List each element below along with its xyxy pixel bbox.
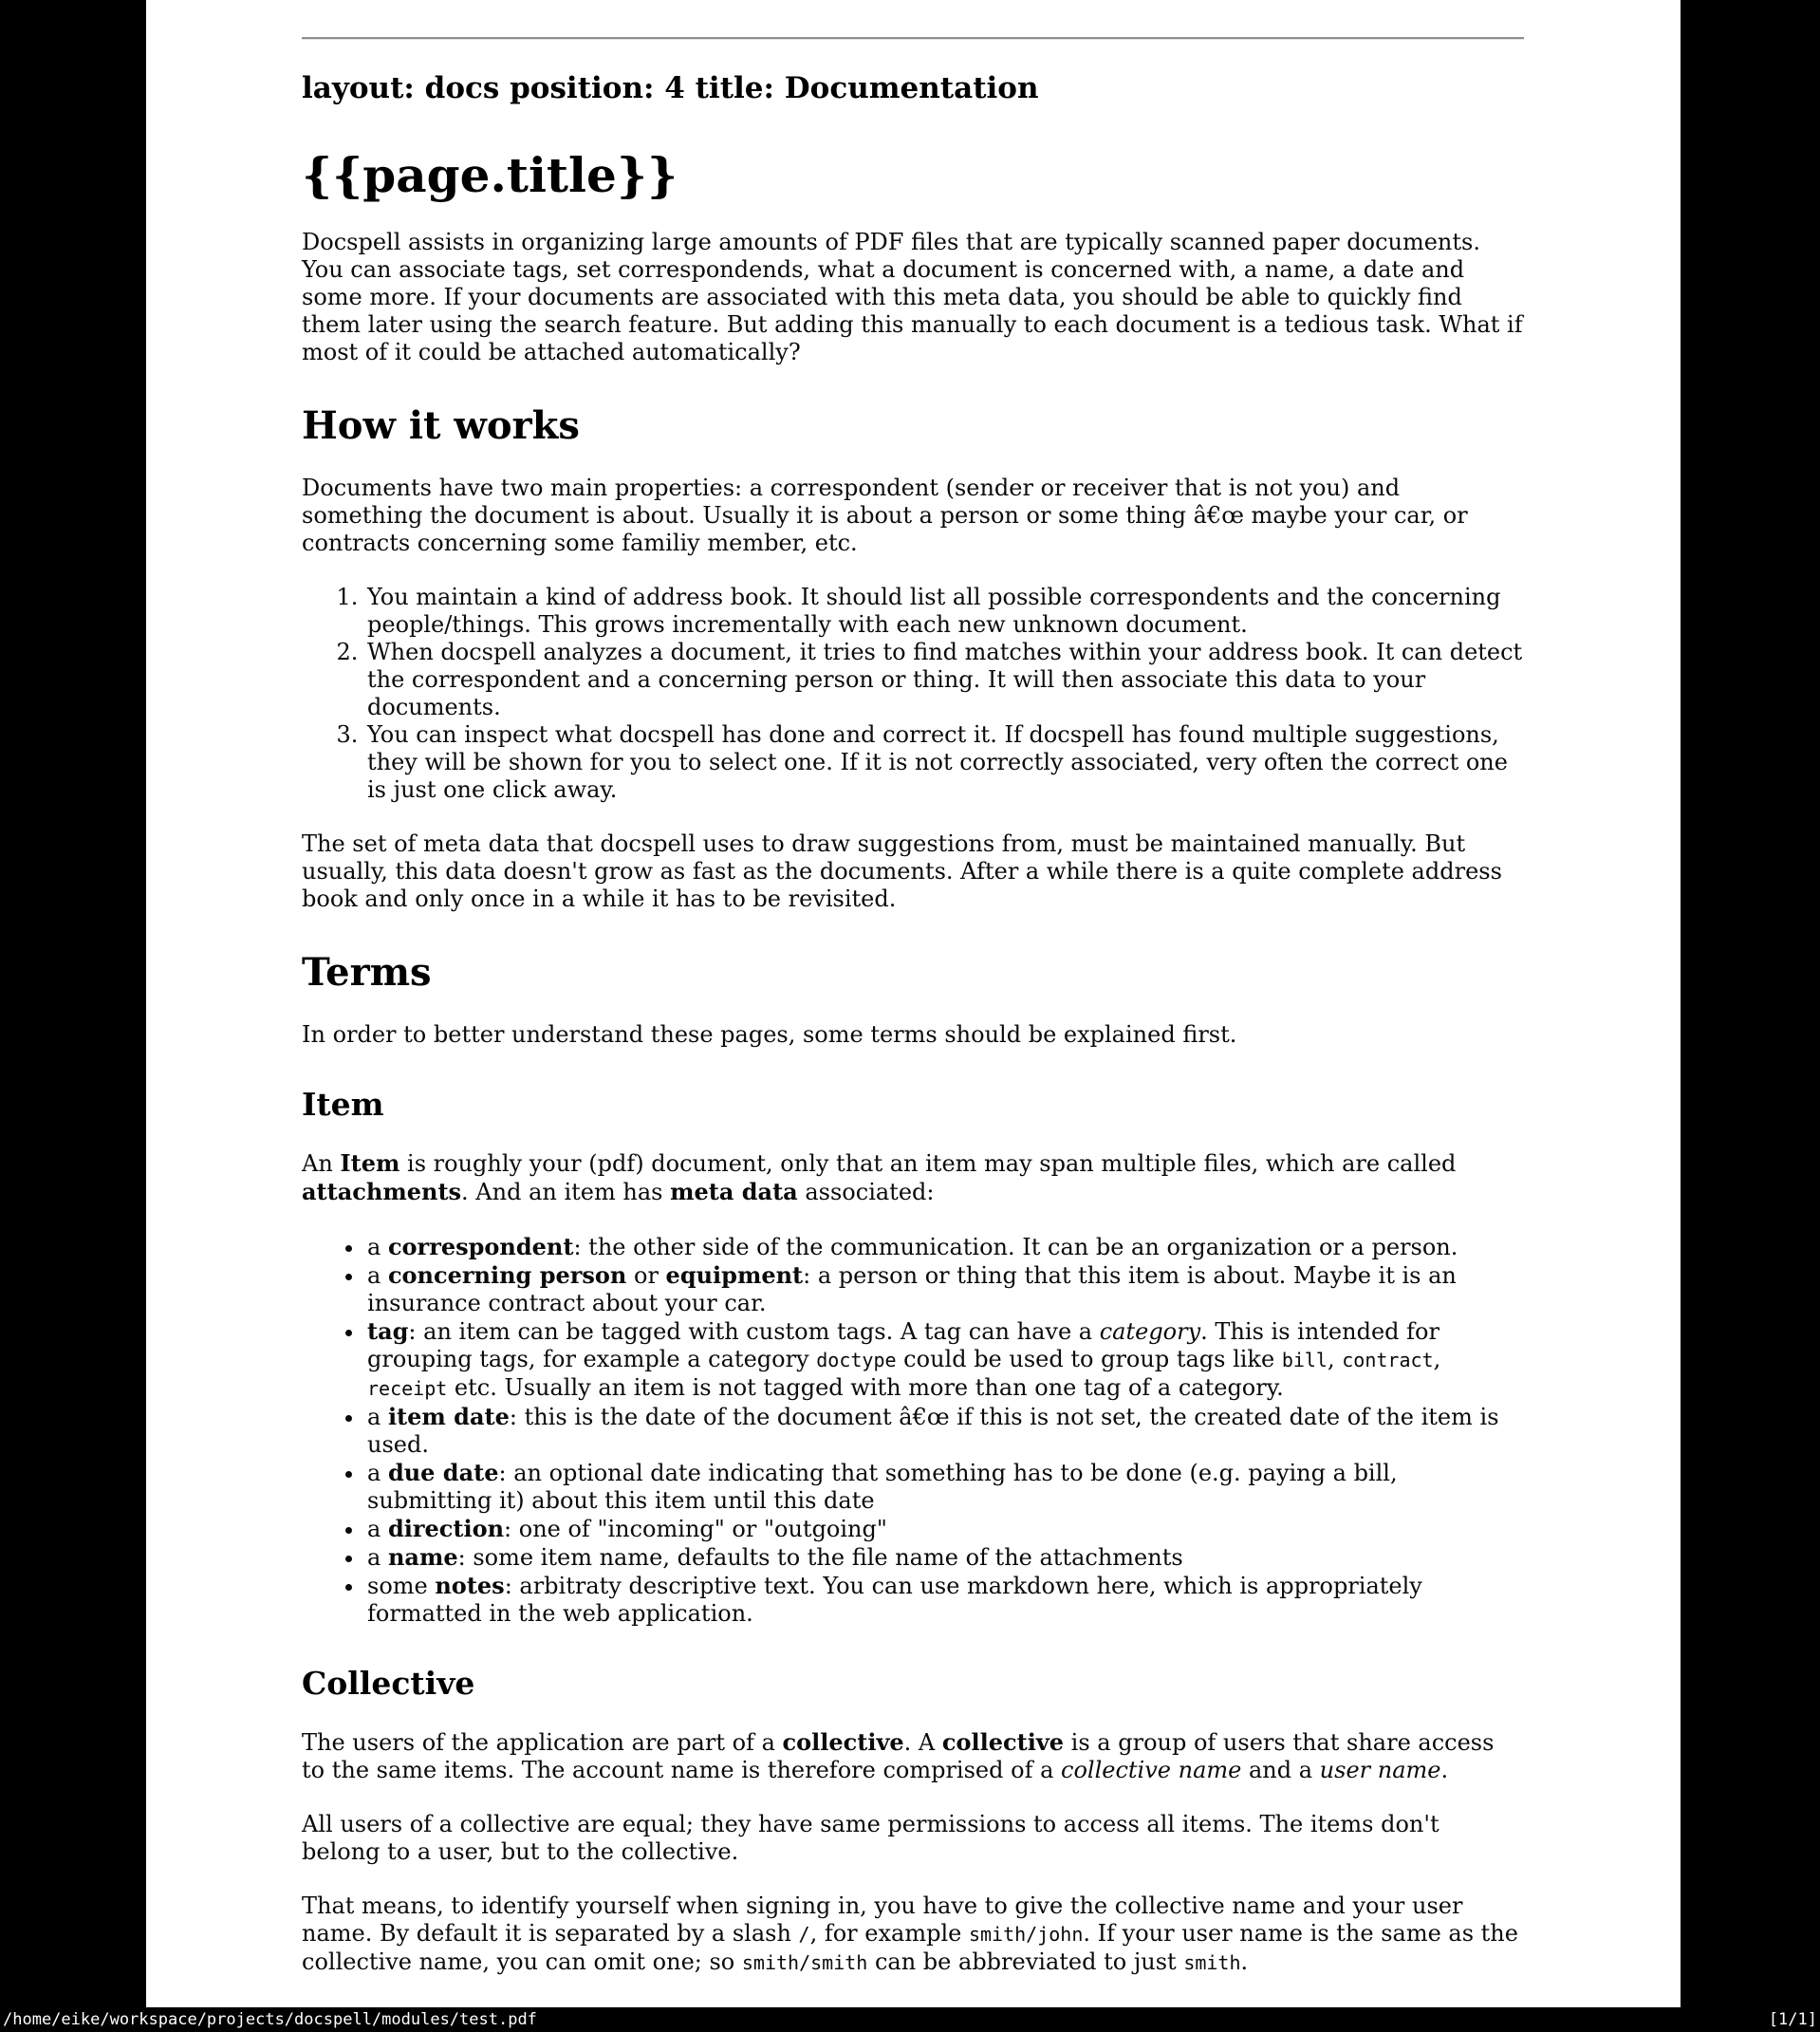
inline-code: bill xyxy=(1281,1349,1328,1372)
inline-code: smith/john xyxy=(968,1923,1084,1947)
text-run: The users of the application are part of a xyxy=(302,1729,783,1757)
list-item xyxy=(365,1403,1524,1459)
text-run: layout: docs position: 4 title: Documentation xyxy=(302,71,1039,105)
text-run: a xyxy=(367,1460,388,1487)
text-run: : the other side of the communication. It can be an organization or a person. xyxy=(573,1234,1458,1261)
text-run: : an item can be tagged with custom tags. A tag can have a xyxy=(408,1318,1100,1346)
text-run: or xyxy=(626,1262,666,1290)
frontmatter-heading xyxy=(302,72,1524,106)
bold-text: item date xyxy=(387,1403,510,1431)
text-run: could be used to group tags like xyxy=(896,1346,1282,1373)
text-run: can be abbreviated to just xyxy=(867,1948,1184,1976)
text-run: {{page.title}} xyxy=(302,146,678,203)
text-run: . xyxy=(1440,1757,1449,1784)
item-meta-data-list xyxy=(302,1233,1524,1628)
text-run: An xyxy=(302,1150,341,1178)
collective-paragraph-1 xyxy=(302,1728,1524,1784)
page-content xyxy=(302,0,1524,1977)
text-run: In order to better understand these pages, some terms should be explained first. xyxy=(302,1021,1237,1049)
bold-text: meta data xyxy=(670,1178,798,1206)
text-run: is a group of users that share access to the same items. The account name is therefore comprised of a xyxy=(302,1729,1495,1784)
list-item xyxy=(365,721,1524,804)
intro-paragraph xyxy=(302,229,1524,366)
text-run: : an optional date indicating that something has to be done (e.g. paying a bill, submitting it) about this item until this date xyxy=(367,1460,1398,1515)
italic-text: category xyxy=(1099,1318,1201,1346)
text-run: How it works xyxy=(302,403,580,449)
text-run: : arbitraty descriptive text. You can use markdown here, which is appropriately formatted in the web application. xyxy=(367,1573,1422,1628)
inline-code: doctype xyxy=(816,1349,897,1372)
text-run: When docspell analyzes a document, it tries to find matches within your address book. It can detect the correspondent and a concerning person or thing. It will then associate this data to your documents. xyxy=(367,639,1523,721)
pdf-page[interactable] xyxy=(146,0,1681,2007)
list-item xyxy=(365,1317,1524,1403)
text-run: , xyxy=(1433,1346,1441,1373)
how-it-works-steps xyxy=(302,584,1524,804)
inline-code: / xyxy=(798,1923,810,1947)
meta-data-paragraph xyxy=(302,830,1524,913)
italic-text: user name xyxy=(1319,1757,1441,1784)
text-run: a xyxy=(367,1234,388,1261)
collective-paragraph-3 xyxy=(302,1892,1524,1977)
list-item xyxy=(365,1543,1524,1572)
text-run: etc. Usually an item is not tagged with more than one tag of a category. xyxy=(447,1374,1284,1402)
list-item xyxy=(365,1233,1524,1261)
section-heading-terms xyxy=(302,951,1524,995)
bold-text: tag xyxy=(367,1317,409,1346)
text-run: Documents have two main properties: a correspondent (sender or receiver that is not you) and something the document is about. Usually it is about a person or some thing â€œ maybe your car, or contracts concerning some familiy member, etc. xyxy=(302,475,1468,557)
list-item xyxy=(365,1515,1524,1543)
collective-paragraph-2 xyxy=(302,1811,1524,1866)
text-run: Item xyxy=(302,1086,384,1124)
text-run: some xyxy=(367,1573,436,1600)
how-it-works-paragraph xyxy=(302,475,1524,557)
text-run: is roughly your (pdf) document, only that an item may span multiple files, which are called xyxy=(399,1150,1457,1178)
text-run: and a xyxy=(1241,1757,1320,1784)
text-run: : one of "incoming" or "outgoing" xyxy=(504,1516,887,1543)
text-run: a xyxy=(367,1544,388,1572)
list-item xyxy=(365,639,1524,721)
italic-text: collective name xyxy=(1061,1757,1242,1784)
text-run: associated: xyxy=(797,1179,935,1206)
inline-code: receipt xyxy=(367,1377,448,1401)
bold-text: notes xyxy=(435,1572,505,1600)
text-run: . And an item has xyxy=(461,1179,671,1206)
bold-text: name xyxy=(387,1543,458,1572)
inline-code: smith xyxy=(1183,1951,1241,1975)
inline-code: contract xyxy=(1342,1349,1434,1372)
text-run: Docspell assists in organizing large amounts of PDF files that are typically scanned paper documents. You can associate tags, set correspondends, what a document is concerned with, a name, a date and some more. If your documents are associated with this meta data, you should be able to quickly find them later using the search feature. But adding this manually to each document is a tedious task. What if most of it could be attached automatically? xyxy=(302,229,1523,366)
section-heading-how-it-works xyxy=(302,404,1524,448)
text-run: : a person or thing that this item is about. Maybe it is an insurance contract about your car. xyxy=(367,1262,1457,1317)
text-run: a xyxy=(367,1516,388,1543)
text-run: Collective xyxy=(302,1665,475,1703)
bold-text: collective xyxy=(941,1728,1065,1757)
subsection-heading-item xyxy=(302,1087,1524,1123)
text-run: . xyxy=(1240,1948,1249,1976)
bold-text: direction xyxy=(387,1515,505,1543)
statusbar-page-indicator: [1/1] xyxy=(1768,2010,1817,2029)
list-item xyxy=(365,584,1524,639)
text-run: a xyxy=(367,1262,388,1290)
text-run: . If your user name is the same as the collective name, you can omit one; so xyxy=(302,1920,1518,1976)
inline-code: smith/smith xyxy=(741,1951,868,1975)
statusbar xyxy=(0,2007,1820,2032)
text-run: . A xyxy=(903,1729,942,1757)
bold-text: concerning person xyxy=(387,1261,627,1290)
subsection-heading-collective xyxy=(302,1666,1524,1702)
text-run: : this is the date of the document â€œ if this is not set, the created date of the item is used. xyxy=(367,1404,1499,1459)
bold-text: due date xyxy=(387,1459,499,1487)
text-run: . This is intended for grouping tags, for example a category xyxy=(367,1318,1439,1373)
text-run: , for example xyxy=(809,1920,969,1948)
list-item xyxy=(365,1459,1524,1515)
terms-intro-paragraph xyxy=(302,1021,1524,1049)
list-item xyxy=(365,1261,1524,1317)
bold-text: equipment xyxy=(665,1261,804,1290)
bold-text: collective xyxy=(782,1728,904,1757)
item-intro-paragraph xyxy=(302,1149,1524,1206)
page-title-heading xyxy=(302,148,1524,203)
text-run: Terms xyxy=(302,950,432,996)
top-rule xyxy=(302,37,1524,40)
bold-text: attachments xyxy=(302,1178,462,1206)
text-run: You maintain a kind of address book. It should list all possible correspondents and the concerning people/things. This grows incrementally with each new unknown document. xyxy=(367,584,1501,639)
bold-text: correspondent xyxy=(387,1233,574,1261)
list-item xyxy=(365,1572,1524,1628)
text-run: You can inspect what docspell has done and correct it. If docspell has found multiple suggestions, they will be shown for you to select one. If it is not correctly associated, very often the correct one is just one click away. xyxy=(367,721,1508,804)
text-run: a xyxy=(367,1404,388,1431)
text-run: , xyxy=(1327,1346,1343,1373)
text-run: : some item name, defaults to the file name of the attachments xyxy=(457,1544,1183,1572)
bold-text: Item xyxy=(340,1149,400,1178)
text-run: That means, to identify yourself when signing in, you have to give the collective name and your user name. By default it is separated by a slash xyxy=(302,1892,1463,1948)
text-run: All users of a collective are equal; they have same permissions to access all items. The items don't belong to a user, but to the collective. xyxy=(302,1811,1439,1866)
text-run: The set of meta data that docspell uses to draw suggestions from, must be maintained manually. But usually, this data doesn't grow as fast as the documents. After a while there is a quite complete address book and only once in a while it has to be revisited. xyxy=(302,830,1502,913)
statusbar-file-path: /home/eike/workspace/projects/docspell/modules/test.pdf xyxy=(3,2010,537,2029)
